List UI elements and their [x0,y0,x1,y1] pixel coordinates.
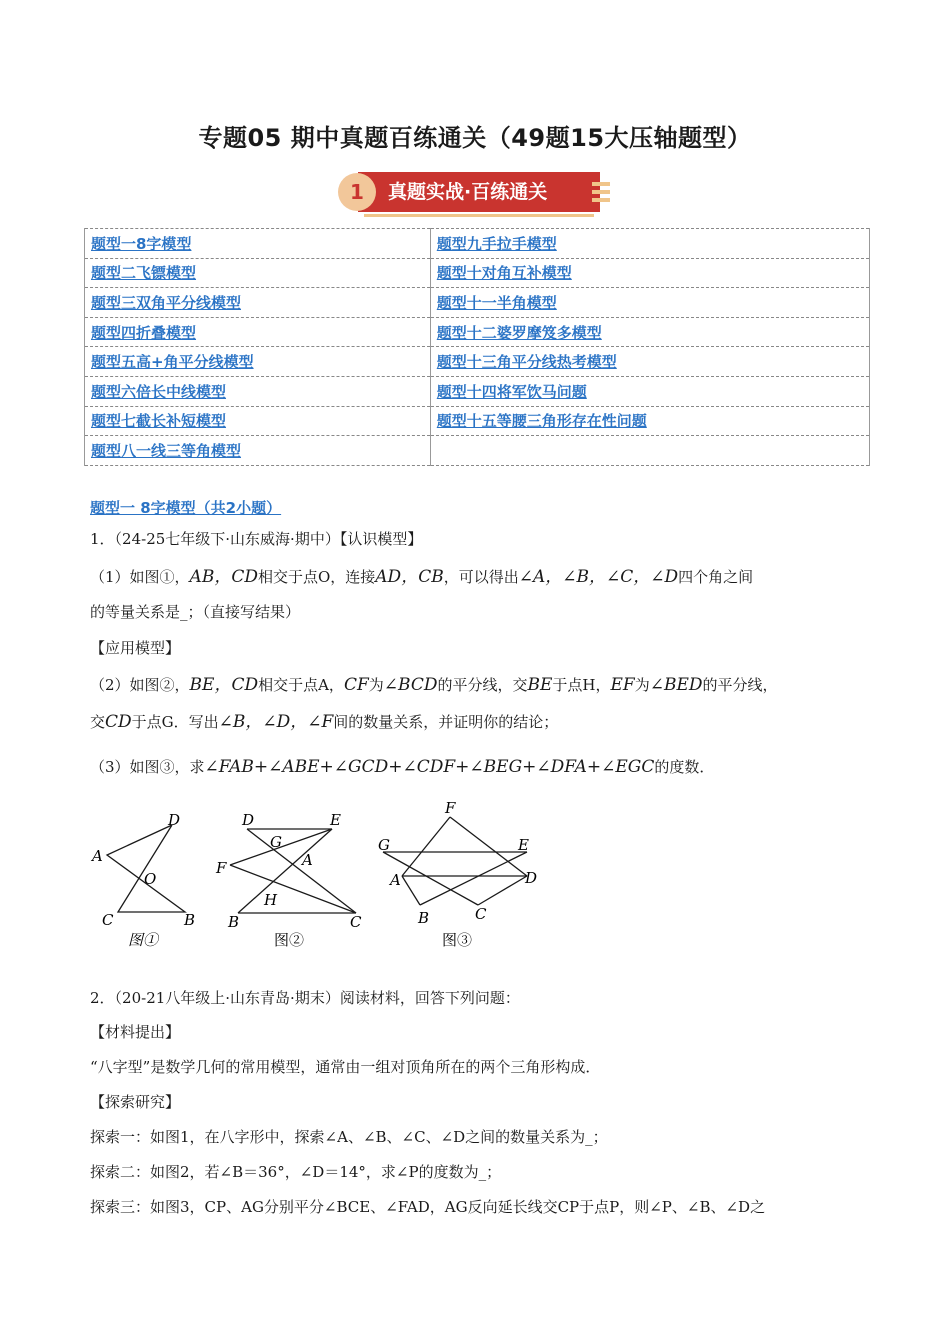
q1-part3: （3）如图③，求∠FAB+∠ABE+∠GCD+∠CDF+∠BEG+∠DFA+∠EGC的度数． [90,757,715,777]
toc-link[interactable]: 题型十一半角模型 [430,288,869,318]
toc-row [85,258,870,288]
q1-part1-line2: 的等量关系是_；（直接写结果） [90,603,301,621]
label-G: G [378,836,390,854]
label-C: C [102,911,114,929]
label-O: O [144,870,157,888]
label-E: E [330,811,341,829]
fig1-caption: 图① [128,931,159,949]
q2-explore-heading: 【探索研究】 [90,1093,181,1111]
q1-figures [80,795,560,955]
q1-part1-line1: （1）如图①，AB，CD相交于点O，连接AD，CB，可以得出∠A，∠B，∠C，∠D四个角之间 [90,567,754,587]
toc-link[interactable]: 题型七截长补短模型 [85,406,431,436]
q2-header: 2．（20-21八年级上·山东青岛·期末）阅读材料，回答下列问题： [90,989,520,1007]
banner-number: 1 [338,173,376,211]
q2-explore-1: 探索一：如图1，在八字形中，探索∠A、∠B、∠C、∠D之间的数量关系为_； [90,1128,608,1146]
q2-material-text: “八字型”是数学几何的常用模型，通常由一组对顶角所在的两个三角形构成． [90,1058,601,1076]
label-A: A [92,847,103,865]
label-B: B [228,913,240,931]
label-A: A [390,871,401,889]
label-A: A [302,851,313,869]
label-B: B [184,911,196,929]
figure-1-lines [107,825,185,912]
figure-3-labels [378,799,537,949]
toc-link[interactable]: 题型十二婆罗摩笈多模型 [430,317,869,347]
q1-part2-line2: 交CD于点G．写出∠B，∠D，∠F间的数量关系，并证明你的结论； [90,712,559,732]
q1-part2-line1: （2）如图②，BE，CD相交于点A，CF为∠BCD的平分线，交BE于点H，EF为∠BED的平分线， [90,675,778,695]
toc-link[interactable]: 题型十对角互补模型 [430,258,869,288]
figure-1 [107,825,185,912]
label-D: D [168,811,181,829]
fig2-caption: 图② [274,931,305,949]
banner-stripes [592,182,610,208]
toc-row [85,347,870,377]
toc-link[interactable]: 题型十四将军饮马问题 [430,376,869,406]
label-G: G [270,833,282,851]
label-H: H [264,891,278,909]
label-F: F [445,799,456,817]
label-C: C [475,905,487,923]
toc-link[interactable]: 题型十五等腰三角形存在性问题 [430,406,869,436]
page-title: 专题05 期中真题百练通关（49题15大压轴题型） [198,124,752,152]
q2-explore-2: 探索二：如图2，若∠B＝36°，∠D＝14°，求∠P的度数为_； [90,1163,502,1181]
q1-apply-heading: 【应用模型】 [90,639,181,657]
label-D: D [242,811,255,829]
toc-link[interactable]: 题型八一线三等角模型 [85,436,431,466]
figure-2-labels [215,811,362,949]
toc-link[interactable]: 题型三双角平分线模型 [85,288,431,318]
toc-link[interactable]: 题型一8字模型 [85,229,431,259]
q1-header: 1．（24-25七年级下·山东威海·期中）【认识模型】 [90,530,423,548]
toc-row [85,406,870,436]
q2-explore-3: 探索三：如图3，CP、AG分别平分∠BCE、∠FAD，AG反向延长线交CP于点P，则∠P、∠B、∠D之 [90,1198,766,1216]
toc-link[interactable]: 题型九手拉手模型 [430,229,869,259]
toc-empty-cell [430,436,869,466]
section-banner [338,170,610,216]
q2-material-heading: 【材料提出】 [90,1023,181,1041]
toc-row [85,436,870,466]
section-heading[interactable]: 题型一 8字模型（共2小题） [90,499,282,517]
toc-link[interactable]: 题型六倍长中线模型 [85,376,431,406]
label-F: F [216,859,227,877]
banner-text: 真题实战·百练通关 [388,181,548,203]
label-B: B [418,909,430,927]
label-E: E [518,836,529,854]
fig3-caption: 图③ [442,931,473,949]
toc-row [85,288,870,318]
figure-3 [383,817,527,905]
toc-row [85,317,870,347]
toc-table [84,228,870,466]
toc-row [85,229,870,259]
toc-link[interactable]: 题型四折叠模型 [85,317,431,347]
label-D: D [525,869,538,887]
label-C: C [350,913,362,931]
figure-1-labels [90,811,195,949]
toc-link[interactable]: 题型二飞镖模型 [85,258,431,288]
toc-link[interactable]: 题型十三角平分线热考模型 [430,347,869,377]
figure-2 [230,829,356,913]
toc-row [85,376,870,406]
toc-link[interactable]: 题型五高+角平分线模型 [85,347,431,377]
